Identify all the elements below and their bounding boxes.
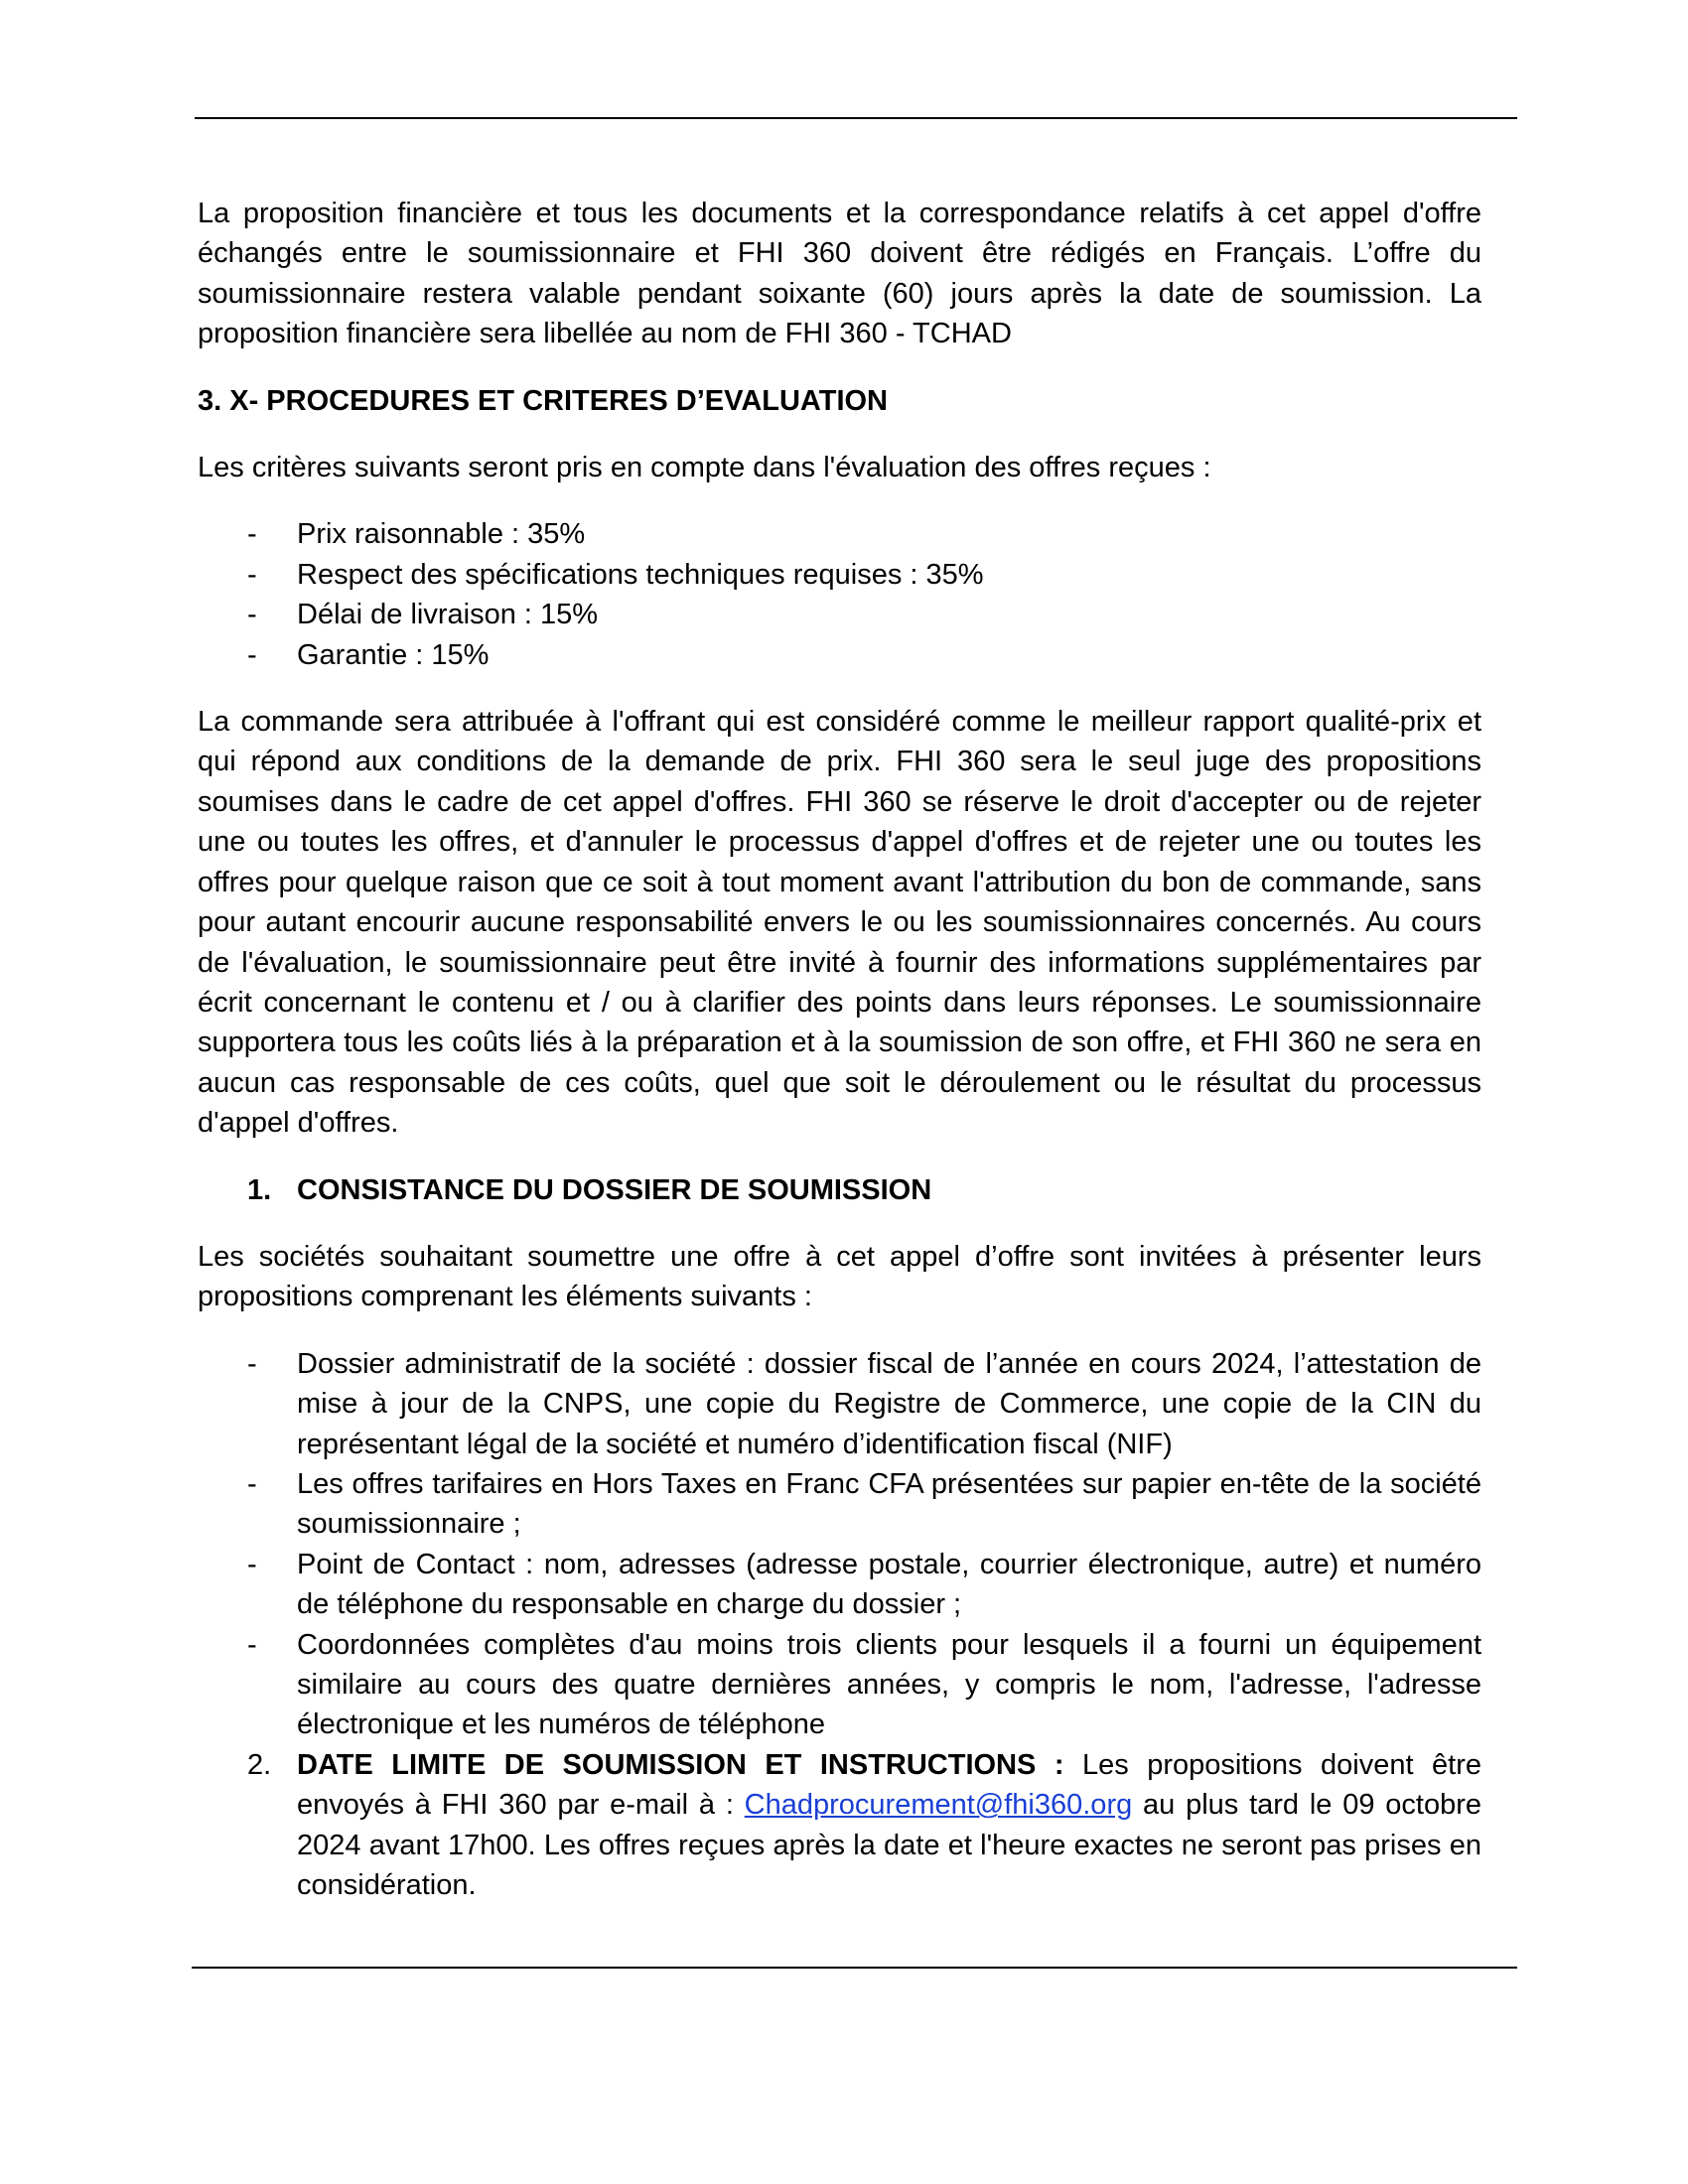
document-body bbox=[198, 194, 1481, 1905]
deadline-text-before: Les propositions doivent être envoyés à FHI 360 par e-mail à : bbox=[297, 1748, 1481, 1822]
section-heading-evaluation: 3. X- PROCEDURES ET CRITERES D’EVALUATION bbox=[198, 384, 888, 417]
list-item bbox=[198, 1545, 1481, 1625]
deadline-text-after: au plus tard le 09 octobre 2024 avant 17h00. Les offres reçues après la date et l'heure exactes ne seront pas prises en considération. bbox=[297, 1789, 1481, 1902]
footer-rule bbox=[192, 1967, 1517, 1969]
criteria-text: Prix raisonnable : 35% bbox=[297, 518, 586, 551]
header-rule bbox=[195, 117, 1517, 119]
criteria-text: Délai de livraison : 15% bbox=[297, 599, 599, 631]
list-dash: - bbox=[247, 638, 257, 671]
list-dash: - bbox=[247, 599, 257, 631]
dossier-item-text: Point de Contact : nom, adresses (adresse postale, courrier électronique, autre) et numéro de téléphone du responsable en charge du dossier ; bbox=[297, 1548, 1481, 1621]
criteria-intro: Les critères suivants seront pris en compte dans l'évaluation des offres reçues : bbox=[198, 452, 1211, 484]
paragraph-award: La commande sera attribuée à l'offrant qui est considéré comme le meilleur rapport qualité-prix et qui répond aux conditions de la demande de prix. FHI 360 sera le seul juge des propositions soumises dans le cadre de cet appel d'offres. FHI 360 se réserve le droit d'accepter ou de rejeter une ou toutes les offres, et d'annuler le processus d'appel d'offres et de rejeter une ou toutes les offres pour quelque raison que ce soit à tout moment avant l'attribution du bon de commande, sans pour autant encourir aucune responsabilité envers le ou les soumissionnaires concernés. Au cours de l'évaluation, le soumissionnaire peut être invité à fournir des informations supplémentaires par écrit concernant le contenu et / ou à clarifier des points dans leurs réponses. Le soumissionnaire supportera tous les coûts liés à la préparation et à la soumission de son offre, et FHI 360 ne sera en aucun cas responsable de ces coûts, quel que soit le déroulement ou le résultat du processus d'appel d'offres. bbox=[198, 706, 1481, 1140]
heading-number: 1. bbox=[247, 1173, 272, 1206]
paragraph-financial-proposal: La proposition financière et tous les documents et la correspondance relatifs à cet appel d'offre échangés entre le soumissionnaire et FHI 360 doivent être rédigés en Français. L’offre du soumissionnaire restera valable pendant soixante (60) jours après la date de soumission. La proposition financière sera libellée au nom de FHI 360 - TCHAD bbox=[198, 198, 1481, 350]
list-item bbox=[198, 595, 1481, 634]
dossier-item-text: Coordonnées complètes d'au moins trois clients pour lesquels il a fourni un équipement similaire au cours des quatre dernières années, y compris le nom, l'adresse, l'adresse électronique et les numéros de téléphone bbox=[297, 1628, 1481, 1741]
dossier-item-text: Dossier administratif de la société : dossier fiscal de l’année en cours 2024, l’attestation de mise à jour de la CNPS, une copie du Registre de Commerce, une copie de la CIN du représentant légal de la société et numéro d’identification fiscal (NIF) bbox=[297, 1347, 1481, 1460]
list-item bbox=[198, 635, 1481, 675]
email-link[interactable]: Chadprocurement@fhi360.org bbox=[744, 1789, 1133, 1822]
dossier-list bbox=[198, 1344, 1481, 1745]
list-dash: - bbox=[247, 1347, 257, 1380]
list-item bbox=[198, 514, 1481, 554]
deadline-item bbox=[198, 1745, 1481, 1906]
dossier-item-text: Les offres tarifaires en Hors Taxes en Franc CFA présentées sur papier en-tête de la société soumissionnaire ; bbox=[297, 1467, 1481, 1541]
list-dash: - bbox=[247, 1628, 257, 1661]
list-dash: - bbox=[247, 1548, 257, 1580]
list-item bbox=[198, 1464, 1481, 1545]
list-item bbox=[198, 555, 1481, 595]
list-dash: - bbox=[247, 558, 257, 591]
heading-text: CONSISTANCE DU DOSSIER DE SOUMISSION bbox=[297, 1173, 932, 1206]
list-dash: - bbox=[247, 1467, 257, 1500]
criteria-list bbox=[198, 514, 1481, 675]
list-dash: - bbox=[247, 518, 257, 551]
criteria-text: Respect des spécifications techniques requises : 35% bbox=[297, 558, 984, 591]
criteria-text: Garantie : 15% bbox=[297, 638, 490, 671]
item-number: 2. bbox=[247, 1748, 272, 1781]
dossier-intro: Les sociétés souhaitant soumettre une offre à cet appel d’offre sont invitées à présenter leurs propositions comprenant les éléments suivants : bbox=[198, 1240, 1481, 1313]
list-item bbox=[198, 1625, 1481, 1745]
list-item bbox=[198, 1344, 1481, 1464]
heading-consistance bbox=[198, 1170, 1481, 1210]
deadline-heading: DATE LIMITE DE SOUMISSION ET INSTRUCTIONS : bbox=[297, 1748, 1064, 1781]
